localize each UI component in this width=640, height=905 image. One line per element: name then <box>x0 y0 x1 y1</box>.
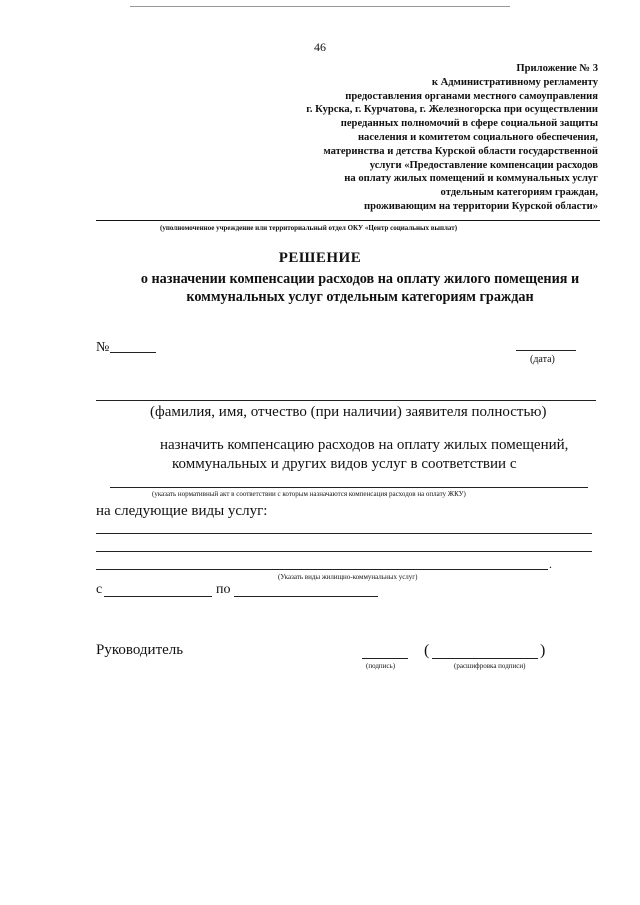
page-number: 46 <box>314 40 326 54</box>
decoding-line <box>432 658 538 659</box>
appendix-line: предоставления органами местного самоуправления <box>345 90 598 102</box>
to-label: по <box>216 582 231 597</box>
document-subtitle-line: о назначении компенсации расходов на оплату жилого помещения и <box>140 271 580 287</box>
normative-act-line <box>110 487 588 488</box>
assign-text-line: коммунальных и других видов услуг в соответствии с <box>172 456 517 472</box>
appendix-block <box>238 62 598 214</box>
appendix-line: Приложение № 3 <box>516 63 598 74</box>
services-line <box>96 551 592 552</box>
services-dot: . <box>549 557 552 571</box>
date-field-line <box>516 350 576 351</box>
appendix-line: услуги «Предоставление компенсации расходов <box>369 159 598 171</box>
appendix-line: проживающим на территории Курской области» <box>364 200 598 212</box>
appendix-line: на оплату жилых помещений и коммунальных услуг <box>344 173 598 185</box>
appendix-line: материнства и детства Курской области государственной <box>323 145 598 157</box>
decoding-close-paren: ) <box>540 642 546 659</box>
signature-line <box>362 658 408 659</box>
date-caption: (дата) <box>530 354 555 365</box>
document-subtitle-line: коммунальных услуг отдельным категориям граждан <box>186 289 534 305</box>
applicant-caption: (фамилия, имя, отчество (при наличии) заявителя полностью) <box>150 404 547 420</box>
normative-caption: (указать нормативный акт в соответствии с которым назначаются компенсация расходов на оплату ЖКУ) <box>152 490 466 498</box>
from-label: с <box>96 582 103 597</box>
applicant-line <box>96 400 596 401</box>
services-line <box>96 533 592 534</box>
services-line <box>96 569 548 570</box>
services-label: на следующие виды услуг: <box>96 503 268 519</box>
signature-caption: (подпись) <box>366 662 396 670</box>
appendix-line: отдельным категориям граждан, <box>440 187 598 199</box>
institution-caption: (уполномоченное учреждение или территориальный отдел ОКУ «Центр социальных выплат) <box>160 224 458 232</box>
decoding-caption: (расшифровка подписи) <box>454 662 526 670</box>
from-date-line <box>104 596 212 597</box>
assign-text-line: назначить компенсацию расходов на оплату жилых помещений, <box>160 437 569 453</box>
services-caption: (Указать виды жилищно-коммунальных услуг) <box>278 573 418 581</box>
decoding-open-paren: ( <box>424 642 430 659</box>
top-edge-rule <box>130 6 510 7</box>
institution-line <box>96 220 600 221</box>
to-date-line <box>234 596 378 597</box>
number-field-line <box>110 352 156 353</box>
appendix-line: населения и комитетом социального обеспечения, <box>357 131 598 143</box>
appendix-line: к Административному регламенту <box>431 76 598 88</box>
appendix-line: г. Курска, г. Курчатова, г. Железногорска при осуществлении <box>306 104 598 116</box>
number-label: № <box>96 340 110 355</box>
head-label: Руководитель <box>96 642 184 658</box>
document-title: РЕШЕНИЕ <box>278 250 362 266</box>
appendix-line: переданных полномочий в сфере социальной защиты <box>340 118 598 130</box>
